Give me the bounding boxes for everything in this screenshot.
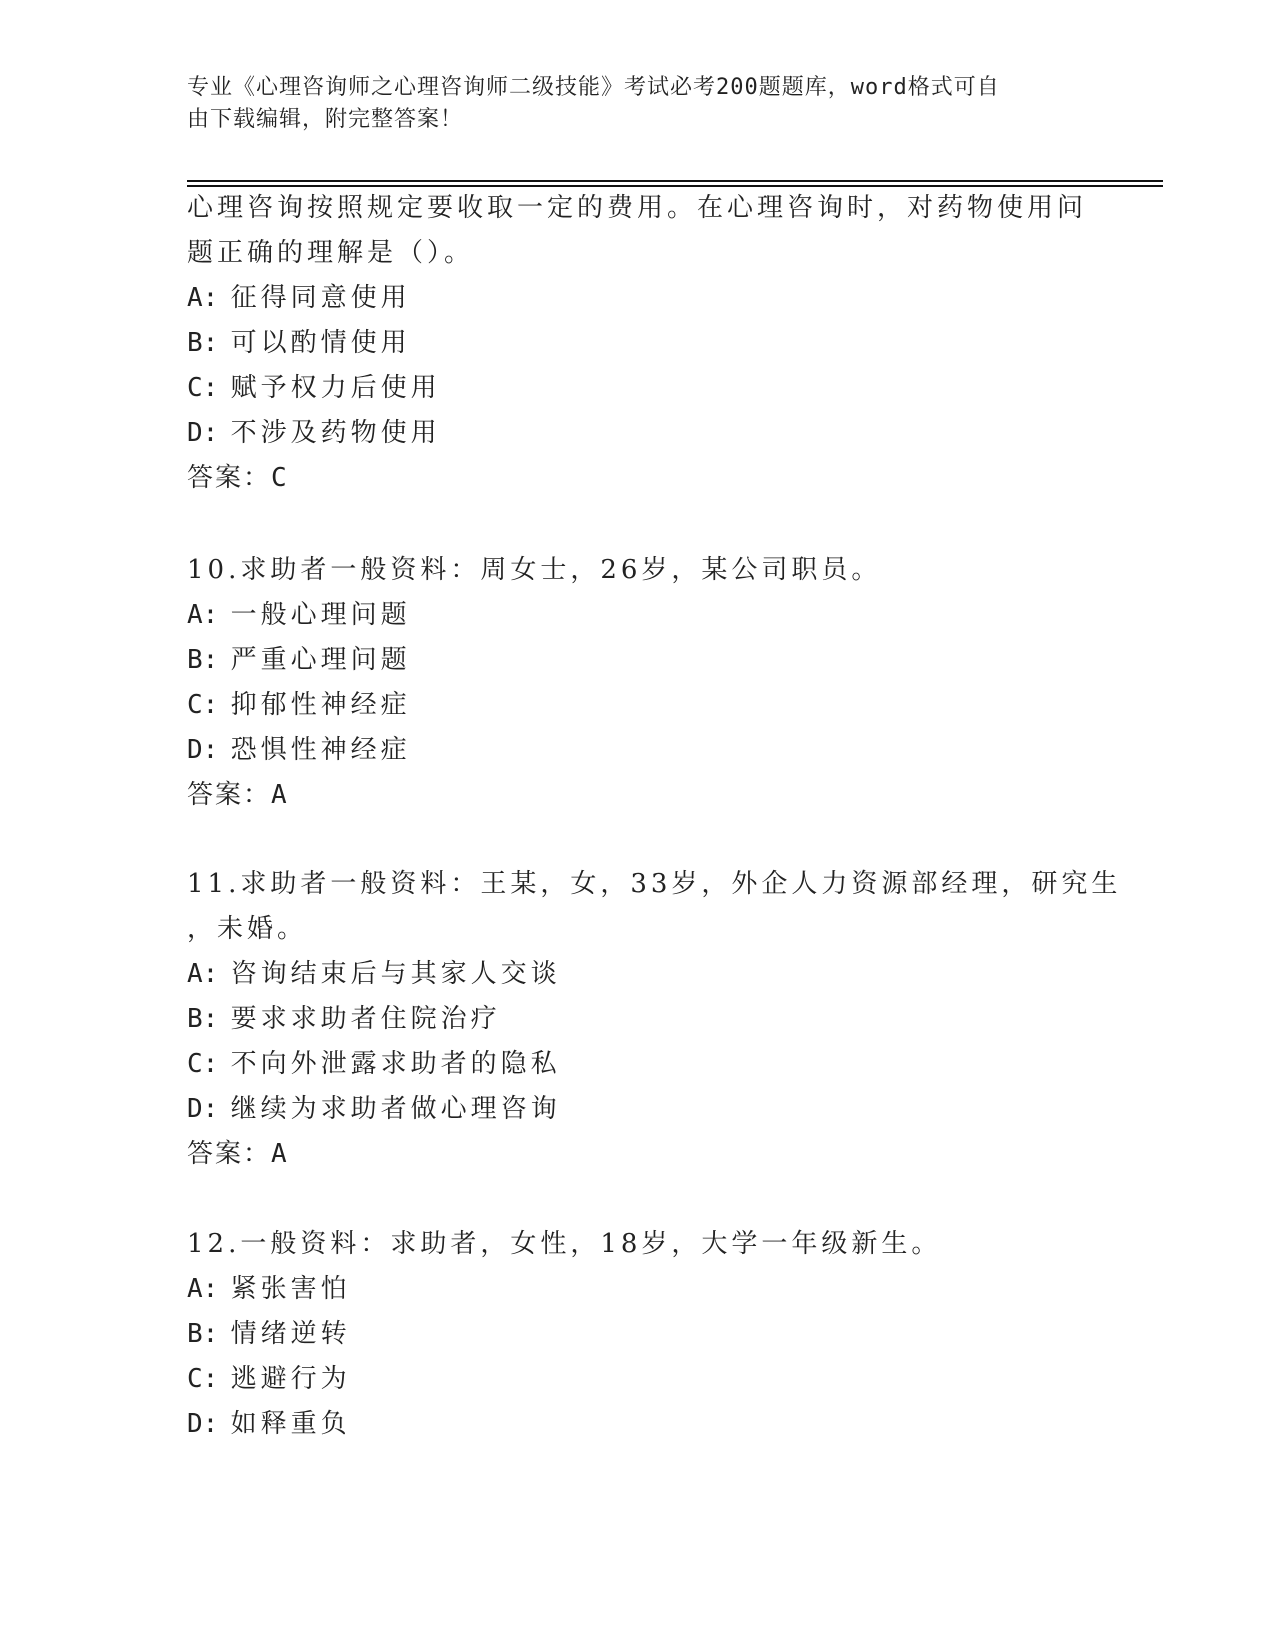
option-b xyxy=(187,1312,1107,1357)
answer-label: 答案： xyxy=(187,463,272,493)
option-letter: D: xyxy=(187,418,219,448)
option-text: 可以酌情使用 xyxy=(230,328,411,358)
question-block xyxy=(187,548,1107,818)
question-stem-line: 10.求助者一般资料：周女士，26岁，某公司职员。 xyxy=(187,555,882,585)
option-text: 如释重负 xyxy=(230,1409,351,1439)
answer-line xyxy=(187,456,1107,501)
option-a xyxy=(187,593,1107,638)
answer-value: A xyxy=(271,780,289,810)
answer-value: C xyxy=(271,463,289,493)
question-stem-line: ，未婚。 xyxy=(187,914,308,944)
option-text: 要求求助者住院治疗 xyxy=(230,1004,501,1034)
question-block xyxy=(187,862,1122,1177)
option-d xyxy=(187,1402,1107,1447)
option-text: 赋予权力后使用 xyxy=(230,373,441,403)
option-text: 逃避行为 xyxy=(230,1364,351,1394)
option-letter: C: xyxy=(187,1049,219,1079)
answer-line xyxy=(187,1132,1107,1177)
option-text: 一般心理问题 xyxy=(230,600,411,630)
option-letter: D: xyxy=(187,1409,219,1439)
option-text: 不涉及药物使用 xyxy=(230,418,441,448)
option-letter: B: xyxy=(187,328,219,358)
option-letter: C: xyxy=(187,373,219,403)
question-stem-line: 心理咨询按照规定要收取一定的费用。在心理咨询时，对药物使用问 xyxy=(187,193,1088,223)
option-d xyxy=(187,1087,1107,1132)
option-c xyxy=(187,1357,1107,1402)
option-b xyxy=(187,321,1107,366)
option-a xyxy=(187,952,1107,997)
option-d xyxy=(187,728,1107,773)
option-text: 抑郁性神经症 xyxy=(230,690,411,720)
option-text: 情绪逆转 xyxy=(230,1319,351,1349)
option-b xyxy=(187,638,1107,683)
question-block xyxy=(187,186,1107,501)
answer-label: 答案： xyxy=(187,1139,272,1169)
option-d xyxy=(187,411,1107,456)
option-letter: A: xyxy=(187,959,219,989)
option-c xyxy=(187,1042,1107,1087)
option-letter: A: xyxy=(187,600,219,630)
option-a xyxy=(187,1267,1107,1312)
header-line-2: 由下载编辑，附完整答案！ xyxy=(187,107,464,132)
option-text: 继续为求助者做心理咨询 xyxy=(230,1094,561,1124)
question-stem-line: 题正确的理解是（）。 xyxy=(187,238,475,268)
option-text: 恐惧性神经症 xyxy=(230,735,411,765)
option-letter: D: xyxy=(187,735,219,765)
document-header xyxy=(187,72,1087,136)
option-text: 咨询结束后与其家人交谈 xyxy=(230,959,561,989)
header-line-1: 专业《心理咨询师之心理咨询师二级技能》考试必考200题题库，word格式可自 xyxy=(187,75,1000,100)
option-letter: C: xyxy=(187,1364,219,1394)
option-a xyxy=(187,276,1107,321)
question-stem-line: 11.求助者一般资料：王某，女，33岁，外企人力资源部经理，研究生 xyxy=(187,869,1122,899)
option-b xyxy=(187,997,1107,1042)
answer-line xyxy=(187,773,1107,818)
option-letter: B: xyxy=(187,1004,219,1034)
question-stem-line: 12.一般资料：求助者，女性，18岁，大学一年级新生。 xyxy=(187,1229,942,1259)
option-letter: A: xyxy=(187,1274,219,1304)
option-letter: D: xyxy=(187,1094,219,1124)
header-divider-top xyxy=(187,180,1163,182)
option-text: 严重心理问题 xyxy=(230,645,411,675)
answer-value: A xyxy=(271,1139,289,1169)
answer-label: 答案： xyxy=(187,780,272,810)
option-letter: B: xyxy=(187,1319,219,1349)
option-text: 紧张害怕 xyxy=(230,1274,351,1304)
option-letter: C: xyxy=(187,690,219,720)
option-letter: A: xyxy=(187,283,219,313)
option-c xyxy=(187,683,1107,728)
option-letter: B: xyxy=(187,645,219,675)
option-text: 不向外泄露求助者的隐私 xyxy=(230,1049,561,1079)
option-text: 征得同意使用 xyxy=(230,283,411,313)
option-c xyxy=(187,366,1107,411)
question-block xyxy=(187,1222,1107,1447)
